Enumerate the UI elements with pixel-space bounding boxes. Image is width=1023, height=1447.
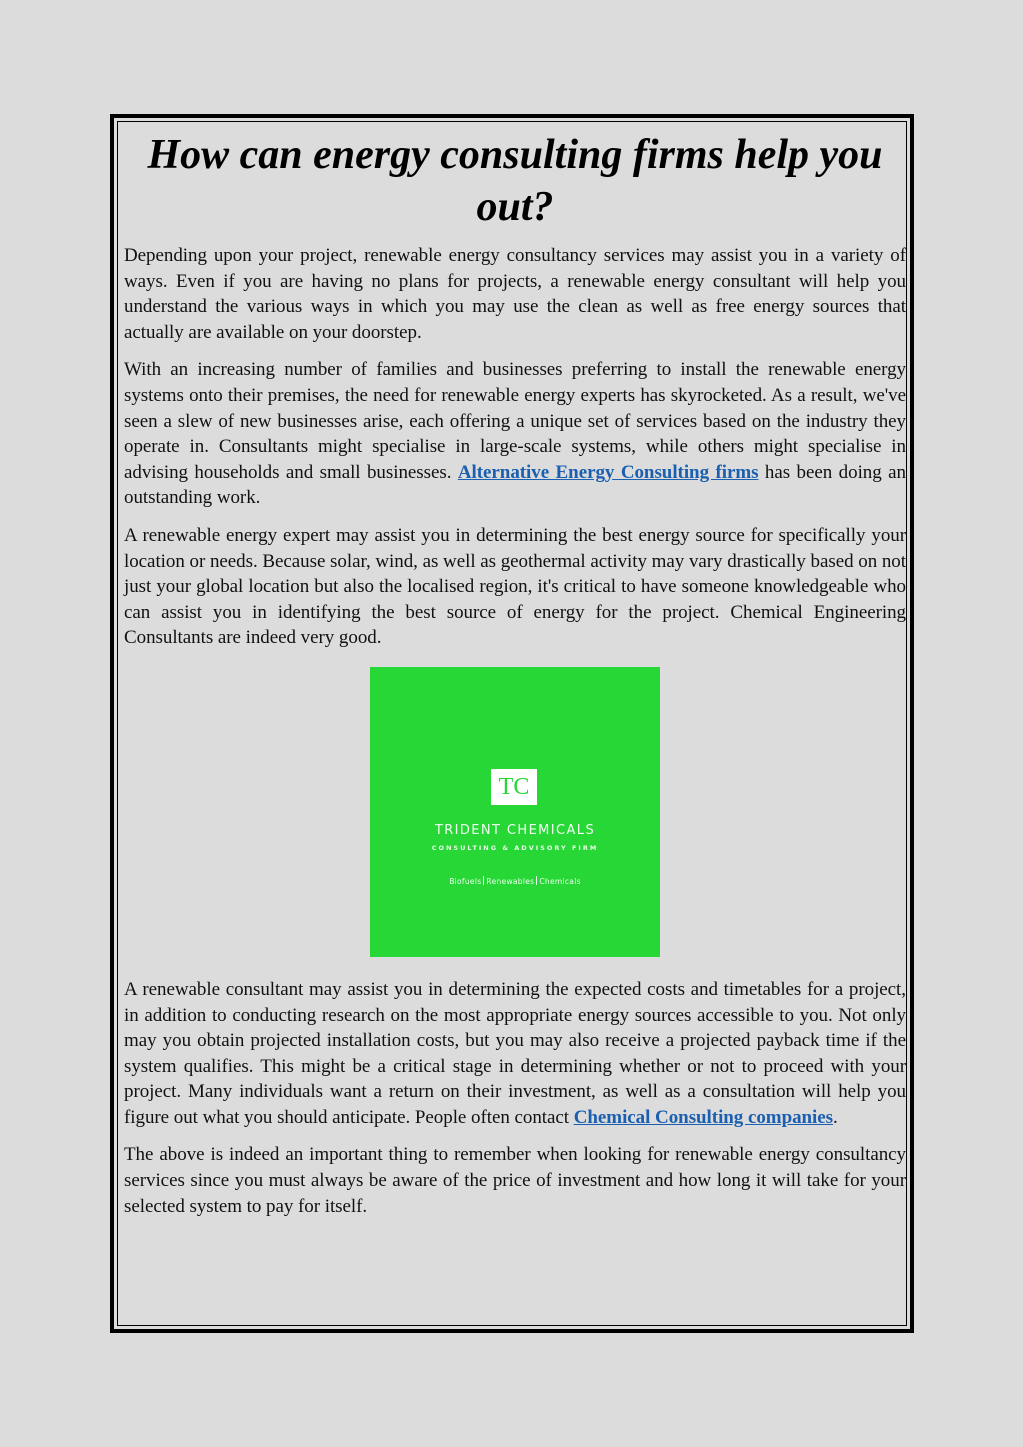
company-name: TRIDENT CHEMICALS — [434, 822, 596, 838]
paragraph-experts-text: With an increasing number of families and businesses preferring to install the renewable energy systems onto their premises, the need for renewable energy experts has skyrocketed. As a result, we've seen a slew of new businesses arise, each offering a unique set of services based on the industry they operate in. Consultants might specialise in large-scale systems, while others might specialise in advising households and small businesses. — [124, 359, 906, 483]
document-content — [124, 124, 906, 1325]
tag-renewables: Renewables — [486, 876, 535, 886]
chemical-consulting-companies-link[interactable]: Chemical Consulting companies — [573, 1106, 834, 1128]
alternative-energy-consulting-link[interactable]: Alternative Energy Consulting firms — [457, 461, 759, 483]
document-title: How can energy consulting firms help you out? — [147, 132, 883, 230]
company-tags — [370, 876, 660, 886]
paragraph-experts-after: has been doing an outstanding work. — [124, 461, 906, 509]
paragraph-conclusion: The above is indeed an important thing to remember when looking for renewable energy consultancy services since you must always be aware of the price of investment and how long it will take for your selected system to pay for itself. — [124, 1144, 906, 1217]
tag-chemicals: Chemicals — [539, 876, 581, 886]
trident-chemicals-logo-image — [370, 667, 660, 957]
paragraph-energy-source: A renewable energy expert may assist you in determining the best energy source for specifically your location or needs. Because solar, wind, as well as geothermal activity may vary drastically based on not just your global location but also the localised region, it's critical to have someone knowledgeable who can assist you in identifying the best source of energy for the project. Chemical Engineering Consultants are indeed very good. — [124, 524, 906, 649]
paragraph-intro: Depending upon your project, renewable energy consultancy services may assist you in a variety of ways. Even if you are having no plans for projects, a renewable energy consultant will help you understand the various ways in which you may use the clean as well as free energy sources that actually are available on your doorstep. — [124, 245, 906, 343]
tag-biofuels: Biofuels — [449, 876, 482, 886]
paragraph-experts — [124, 357, 906, 511]
page-border-outer — [110, 114, 914, 1333]
paragraph-costs — [124, 977, 906, 1131]
paragraph-costs-after: . — [833, 1106, 838, 1128]
company-subtitle: CONSULTING & ADVISORY FIRM — [431, 843, 599, 852]
paragraph-costs-text: A renewable consultant may assist you in determining the expected costs and timetables for a project, in addition to conducting research on the most appropriate energy sources accessible to you. Not only may you obtain projected installation costs, but you may also receive a projected payback time if the system qualifies. This might be a critical stage in determining whether or not to proceed with your project. Many individuals want a return on their investment, as well as a consultation will help you figure out what you should anticipate. People often contact — [124, 978, 906, 1128]
logo-image-container — [124, 667, 906, 957]
tc-monogram: TC — [491, 769, 537, 805]
